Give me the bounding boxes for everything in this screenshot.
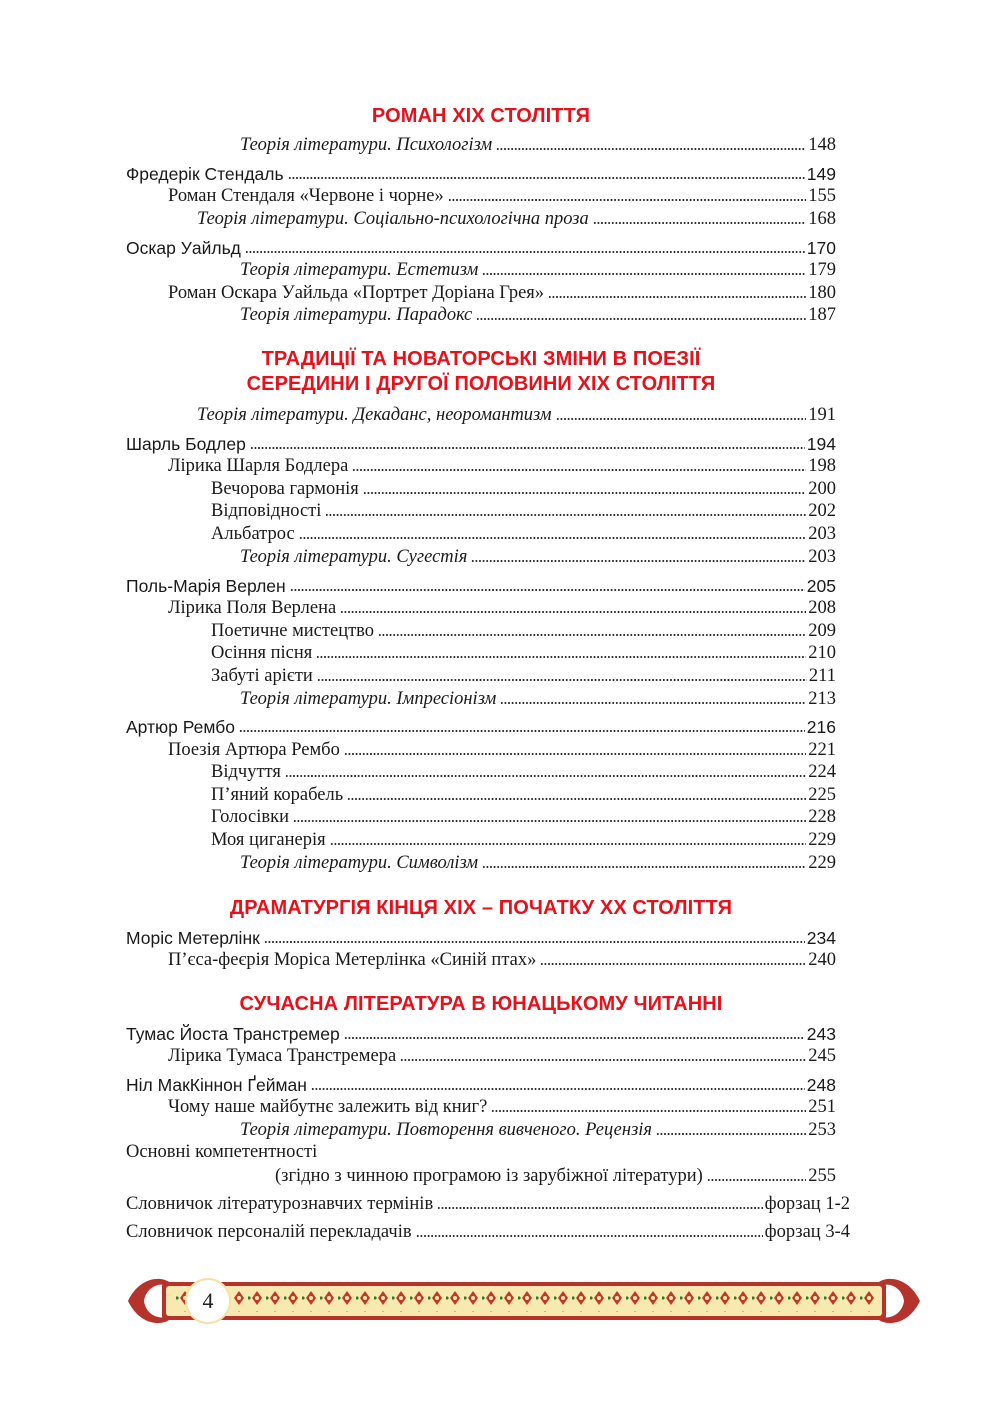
section-title-drama: ДРАМАТУРГІЯ КІНЦЯ XIX – ПОЧАТКУ XX СТОЛІТТЯ (229, 897, 733, 919)
toc-entry-theory[interactable]: Теорія літератури. Декаданс, неоромантизм 191 (197, 405, 836, 425)
toc-entry-theory[interactable]: Теорія літератури. Соціально-психологічна проза 168 (197, 209, 836, 229)
toc-entry-author[interactable]: Моріс Метерлінк 234 (126, 928, 836, 948)
toc-entry-competences[interactable]: (згідно з чинною програмою із зарубіжної літератури) 255 (275, 1166, 836, 1186)
toc-entry-poem[interactable]: Поетичне мистецтво 209 (211, 621, 836, 641)
toc-entry-poem[interactable]: Альбатрос 203 (211, 524, 836, 544)
toc-entry-poem[interactable]: Забуті арієти 211 (211, 666, 836, 686)
toc-entry-poem[interactable]: Відчуття 224 (211, 762, 836, 782)
section-title-poetry-line1: ТРАДИЦІЇ ТА НОВАТОРСЬКІ ЗМІНИ В ПОЕЗІЇ (261, 348, 701, 370)
toc-entry-glossary[interactable]: Словничок літературознавчих термінів форзац 1-2 (126, 1194, 850, 1214)
toc-entry-poem[interactable]: Відповідності 202 (211, 501, 836, 521)
toc-entry-work[interactable]: П’єса-феєрія Моріса Метерлінка «Синій птах» 240 (168, 950, 836, 970)
toc-entry-work[interactable]: Лірика Тумаса Транстремера 245 (168, 1046, 836, 1066)
toc-entry-theory[interactable]: Теорія літератури. Символізм 229 (240, 853, 836, 873)
section-title-poetry-line2: СЕРЕДИНИ І ДРУГОЇ ПОЛОВИНИ XIX СТОЛІТТЯ (246, 373, 716, 395)
toc-entry-poem[interactable]: Моя циганерія 229 (211, 830, 836, 850)
toc-entry-author[interactable]: Ніл МакКіннон Ґейман 248 (126, 1075, 836, 1095)
toc-entry-poem[interactable]: Вечорова гармонія 200 (211, 479, 836, 499)
toc-entry-work[interactable]: Роман Оскара Уайльда «Портрет Доріана Грея» 180 (168, 283, 836, 303)
toc-entry-work[interactable]: Чому наше майбутнє залежить від книг? 251 (168, 1097, 836, 1117)
toc-entry-author[interactable]: Тумас Йоста Транстремер 243 (126, 1024, 836, 1044)
toc-entry-theory[interactable]: Теорія літератури. Імпресіонізм 213 (240, 689, 836, 709)
toc-entry-author[interactable]: Артюр Рембо 216 (126, 717, 836, 737)
toc-entry-author[interactable]: Оскар Уайльд 170 (126, 238, 836, 258)
section-title-novel: РОМАН XIX СТОЛІТТЯ (371, 105, 591, 127)
toc-entry-theory[interactable]: Теорія літератури. Психологізм 148 (240, 135, 836, 155)
toc-entry-author[interactable]: Поль-Марія Верлен 205 (126, 576, 836, 596)
toc-entry-work[interactable]: Лірика Поля Верлена 208 (168, 598, 836, 618)
toc-entry-theory[interactable]: Теорія літератури. Парадокс 187 (240, 305, 836, 325)
toc-entry-translators[interactable]: Словничок персоналій перекладачів форзац 3-4 (126, 1222, 850, 1242)
footer-ornament (122, 1268, 926, 1334)
section-title-modern: СУЧАСНА ЛІТЕРАТУРА В ЮНАЦЬКОМУ ЧИТАННІ (239, 993, 723, 1015)
toc-entry-work[interactable]: Лірика Шарля Бодлера 198 (168, 456, 836, 476)
toc-entry-work[interactable]: Поезія Артюра Рембо 221 (168, 740, 836, 760)
toc-entry-poem[interactable]: Голосівки 228 (211, 807, 836, 827)
toc-entry-work[interactable]: Роман Стендаля «Червоне і чорне» 155 (168, 186, 836, 206)
toc-entry-theory[interactable]: Теорія літератури. Повторення вивченого. Рецензія 253 (240, 1120, 836, 1140)
ornament-band (122, 1268, 926, 1334)
toc-entry-author[interactable]: Фредерік Стендаль 149 (126, 164, 836, 184)
toc-entry-theory[interactable]: Теорія літератури. Сугестія 203 (240, 547, 836, 567)
page-number: 4 (202, 1288, 214, 1313)
toc-entry-poem[interactable]: П’яний корабель 225 (211, 785, 836, 805)
toc-entry-poem[interactable]: Осіння пісня 210 (211, 643, 836, 663)
competences-heading: Основні компетентності (126, 1142, 318, 1162)
toc-entry-author[interactable]: Шарль Бодлер 194 (126, 434, 836, 454)
toc-entry-theory[interactable]: Теорія літератури. Естетизм 179 (240, 260, 836, 280)
